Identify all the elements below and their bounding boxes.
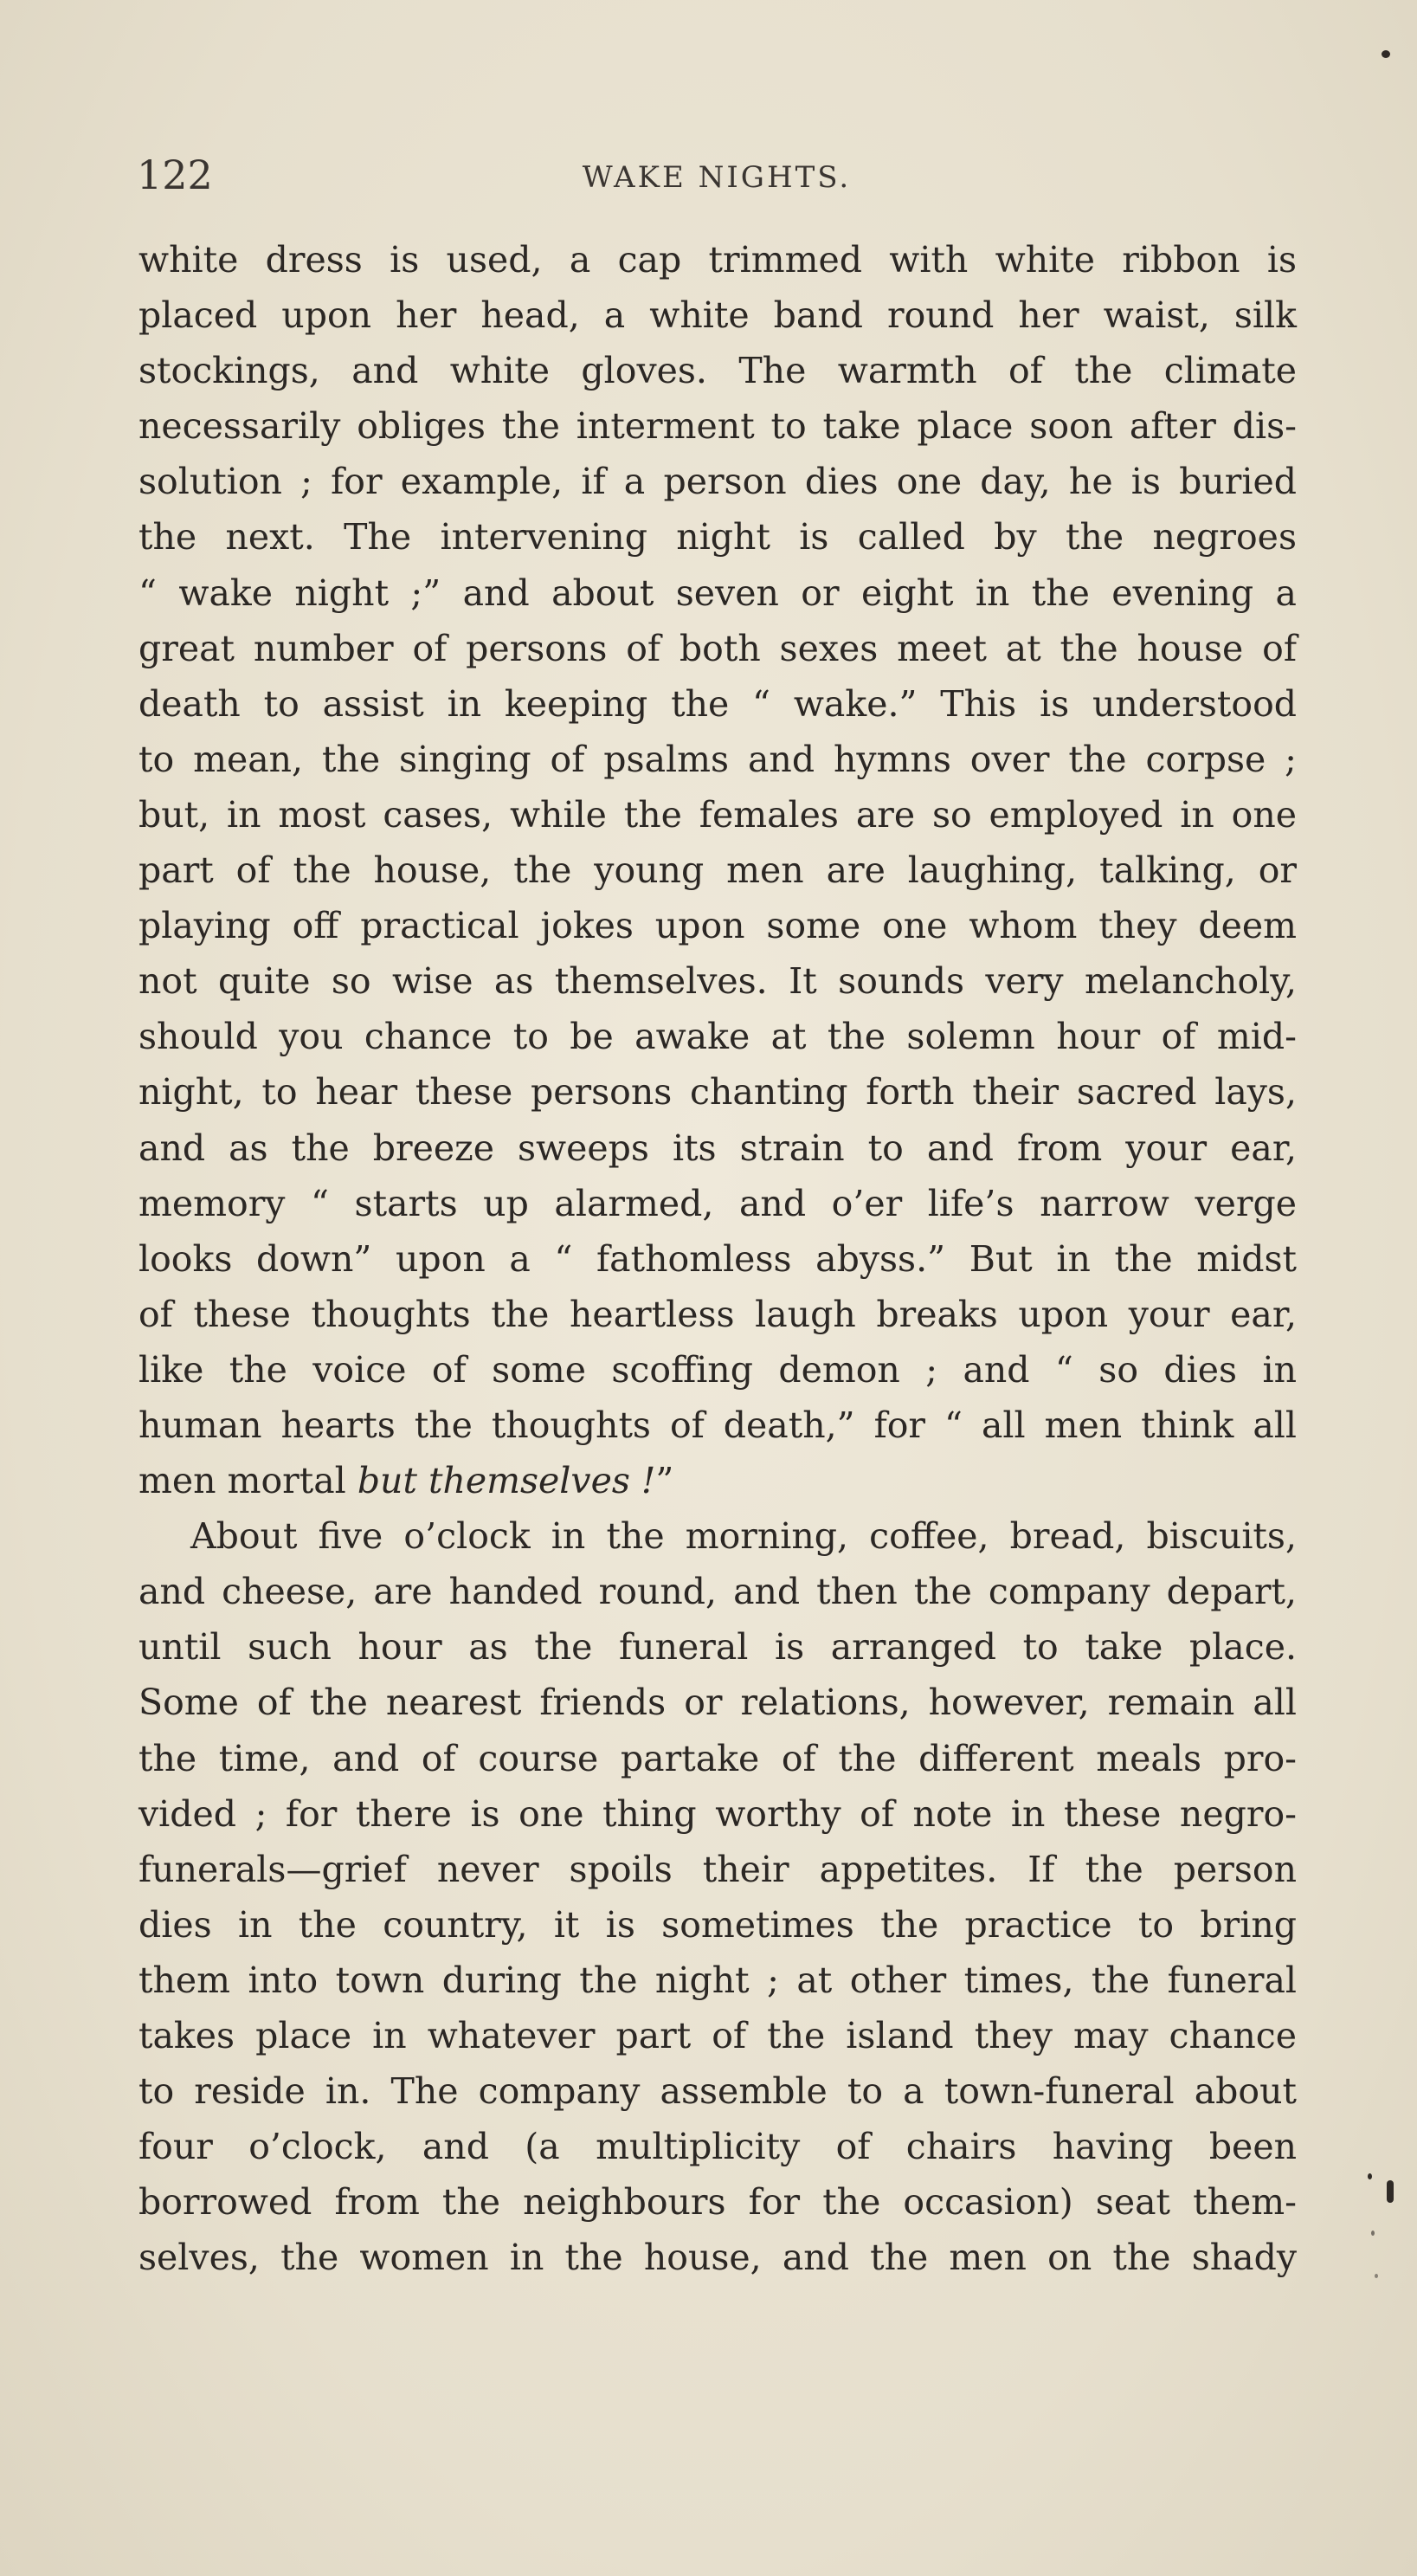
text-line: vided ; for there is one thing worthy of note in these negro- <box>138 1792 1297 1835</box>
ink-speck <box>1371 2231 1375 2236</box>
text-line: night, to hear these persons chanting forth their sacred lays, <box>138 1071 1297 1114</box>
text-line: and cheese, are handed round, and then the company depart, <box>138 1571 1297 1613</box>
final-line-italic: but themselves ! <box>357 1460 656 1502</box>
running-head: WAKE NIGHTS. <box>582 160 852 195</box>
text-line: to mean, the singing of psalms and hymns over the corpse ; <box>138 738 1297 780</box>
text-line: playing off practical jokes upon some one whom they deem <box>138 905 1297 947</box>
text-line: four o’clock, and (a multiplicity of chairs having been <box>138 2126 1297 2168</box>
text-line: until such hour as the funeral is arranged to take place. <box>138 1626 1297 1669</box>
text-line: should you chance to be awake at the solemn hour of mid- <box>138 1016 1297 1058</box>
text-line: selves, the women in the house, and the men on the shady <box>138 2237 1297 2279</box>
paragraph-1 <box>138 232 1297 1508</box>
body-text <box>138 232 1297 2285</box>
final-line-plain: men mortal <box>138 1460 357 1502</box>
text-line: looks down” upon a “ fathomless abyss.” But in the midst <box>138 1237 1297 1280</box>
text-line: dies in the country, it is sometimes the practice to bring <box>138 1903 1297 1946</box>
text-line: to reside in. The company assemble to a town-funeral about <box>138 2070 1297 2113</box>
text-line: of these thoughts the heartless laugh breaks upon your ear, <box>138 1293 1297 1335</box>
ink-speck <box>1368 2173 1372 2179</box>
text-line: memory “ starts up alarmed, and o’er life’s narrow verge <box>138 1182 1297 1224</box>
final-line-close: ” <box>655 1460 674 1502</box>
paragraph-2 <box>138 1508 1297 2285</box>
text-line-final <box>138 1453 1297 1508</box>
page-number: 122 <box>137 152 213 198</box>
text-line: stockings, and white gloves. The warmth of the climate <box>138 350 1297 392</box>
ink-speck <box>1387 2180 1394 2203</box>
text-line: the time, and of course partake of the different meals pro- <box>138 1737 1297 1779</box>
text-line: the next. The intervening night is called by the negroes <box>138 516 1297 558</box>
text-line: solution ; for example, if a person dies one day, he is buried <box>138 461 1297 503</box>
ink-speck <box>1382 50 1390 58</box>
text-line: human hearts the thoughts of death,” for “ all men think all <box>138 1404 1297 1446</box>
text-line: “ wake night ;” and about seven or eight in the evening a <box>138 571 1297 614</box>
text-line: like the voice of some scoffing demon ; and “ so dies in <box>138 1348 1297 1391</box>
text-line: and as the breeze sweeps its strain to and from your ear, <box>138 1127 1297 1169</box>
text-line: white dress is used, a cap trimmed with white ribbon is <box>138 239 1297 281</box>
text-line: them into town during the night ; at other times, the funeral <box>138 1959 1297 2001</box>
text-line: takes place in whatever part of the island they may chance <box>138 2015 1297 2056</box>
page-header <box>137 149 1297 201</box>
ink-speck <box>1375 2274 1378 2278</box>
text-line: necessarily obliges the interment to take place soon after dis- <box>138 405 1297 448</box>
text-line: About five o’clock in the morning, coffee, bread, biscuits, <box>190 1515 1297 1558</box>
text-line: not quite so wise as themselves. It sounds very melancholy, <box>138 960 1297 1003</box>
text-line: funerals—grief never spoils their appetites. If the person <box>138 1848 1297 1890</box>
text-line: placed upon her head, a white band round her waist, silk <box>138 294 1297 337</box>
text-line: but, in most cases, while the females are so employed in one <box>138 793 1297 836</box>
text-line: great number of persons of both sexes meet at the house of <box>138 627 1297 669</box>
text-line: part of the house, the young men are laughing, talking, or <box>138 849 1297 892</box>
text-line: death to assist in keeping the “ wake.” This is understood <box>138 682 1297 725</box>
text-line: borrowed from the neighbours for the occasion) seat them- <box>138 2181 1297 2224</box>
text-line: Some of the nearest friends or relations, however, remain all <box>138 1682 1297 1724</box>
